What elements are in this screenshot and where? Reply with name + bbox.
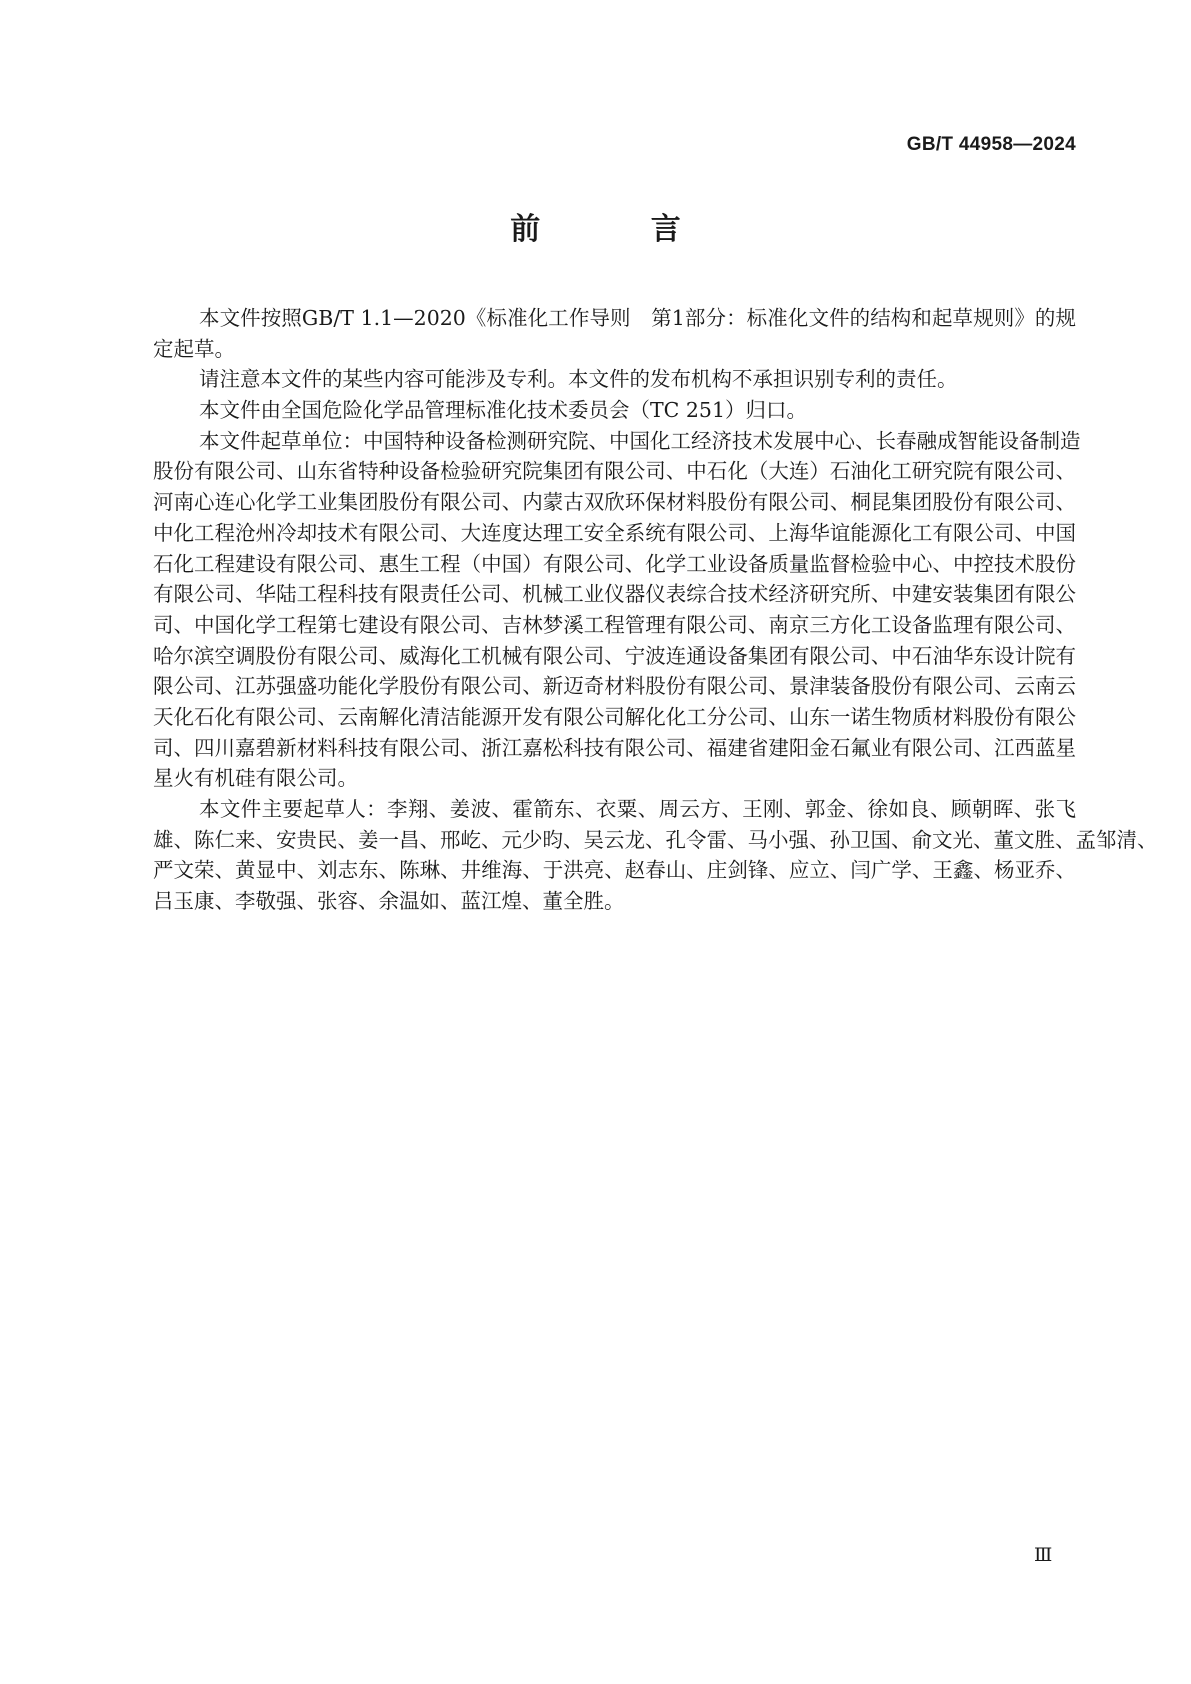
foreword-body [153, 303, 1158, 917]
paragraph [153, 303, 1076, 364]
paragraph-line: 星火有机硅有限公司。 [153, 766, 358, 791]
paragraph-line: 雄、陈仁来、安贵民、姜一昌、邢屹、元少昀、吴云龙、孔令雷、马小强、孙卫国、俞文光、董文胜、孟邹清、 [153, 827, 1158, 852]
paragraph-line: 吕玉康、李敬强、张容、余温如、蓝江煌、董全胜。 [153, 889, 625, 914]
paragraph-line: 司、四川嘉碧新材料科技有限公司、浙江嘉松科技有限公司、福建省建阳金石氟业有限公司、江西蓝星 [153, 735, 1076, 760]
paragraph-line: 司、中国化学工程第七建设有限公司、吉林梦溪工程管理有限公司、南京三方化工设备监理有限公司、 [153, 612, 1076, 637]
page-title: 前 言 [510, 212, 731, 247]
paragraph-line: 本文件起草单位：中国特种设备检测研究院、中国化工经济技术发展中心、长春融成智能设备制造 [199, 428, 1081, 453]
paragraph-line: 请注意本文件的某些内容可能涉及专利。本文件的发布机构不承担识别专利的责任。 [199, 367, 958, 392]
page-number: Ⅲ [1034, 1544, 1053, 1566]
paragraph-line: 河南心连心化学工业集团股份有限公司、内蒙古双欣环保材料股份有限公司、桐昆集团股份有限公司、 [153, 490, 1076, 515]
paragraph-line: 本文件按照GB/T 1.1—2020《标准化工作导则 第1部分：标准化文件的结构和起草规则》的规 [199, 306, 1076, 330]
paragraph-line: 中化工程沧州冷却技术有限公司、大连度达理工安全系统有限公司、上海华谊能源化工有限公司、中国 [153, 520, 1076, 545]
paragraph-line: 限公司、江苏强盛功能化学股份有限公司、新迈奇材料股份有限公司、景津装备股份有限公司、云南云 [153, 674, 1076, 699]
paragraph-line: 股份有限公司、山东省特种设备检验研究院集团有限公司、中石化（大连）石油化工研究院有限公司、 [153, 459, 1076, 484]
paragraph [153, 794, 1158, 917]
paragraph-line: 天化石化有限公司、云南解化清洁能源开发有限公司解化化工分公司、山东一诺生物质材料股份有限公 [153, 704, 1076, 729]
standard-code: GB/T 44958—2024 [906, 134, 1076, 155]
paragraph [153, 395, 1076, 426]
paragraph-line: 本文件主要起草人：李翔、姜波、霍箭东、衣粟、周云方、王刚、郭金、徐如良、顾朝晖、张飞 [199, 797, 1076, 821]
paragraph-line: 严文荣、黄显中、刘志东、陈琳、井维海、于洪亮、赵春山、庄剑锋、应立、闫广学、王鑫、杨亚乔、 [153, 858, 1076, 883]
paragraph [153, 364, 1076, 395]
paragraph-line: 哈尔滨空调股份有限公司、威海化工机械有限公司、宁波连通设备集团有限公司、中石油华东设计院有 [153, 643, 1076, 668]
paragraph-line: 定起草。 [153, 336, 235, 361]
paragraph [153, 426, 1081, 794]
paragraph-line: 石化工程建设有限公司、惠生工程（中国）有限公司、化学工业设备质量监督检验中心、中控技术股份 [153, 551, 1076, 576]
paragraph-line: 本文件由全国危险化学品管理标准化技术委员会（TC 251）归口。 [199, 398, 808, 423]
paragraph-line: 有限公司、华陆工程科技有限责任公司、机械工业仪器仪表综合技术经济研究所、中建安装集团有限公 [153, 582, 1076, 607]
